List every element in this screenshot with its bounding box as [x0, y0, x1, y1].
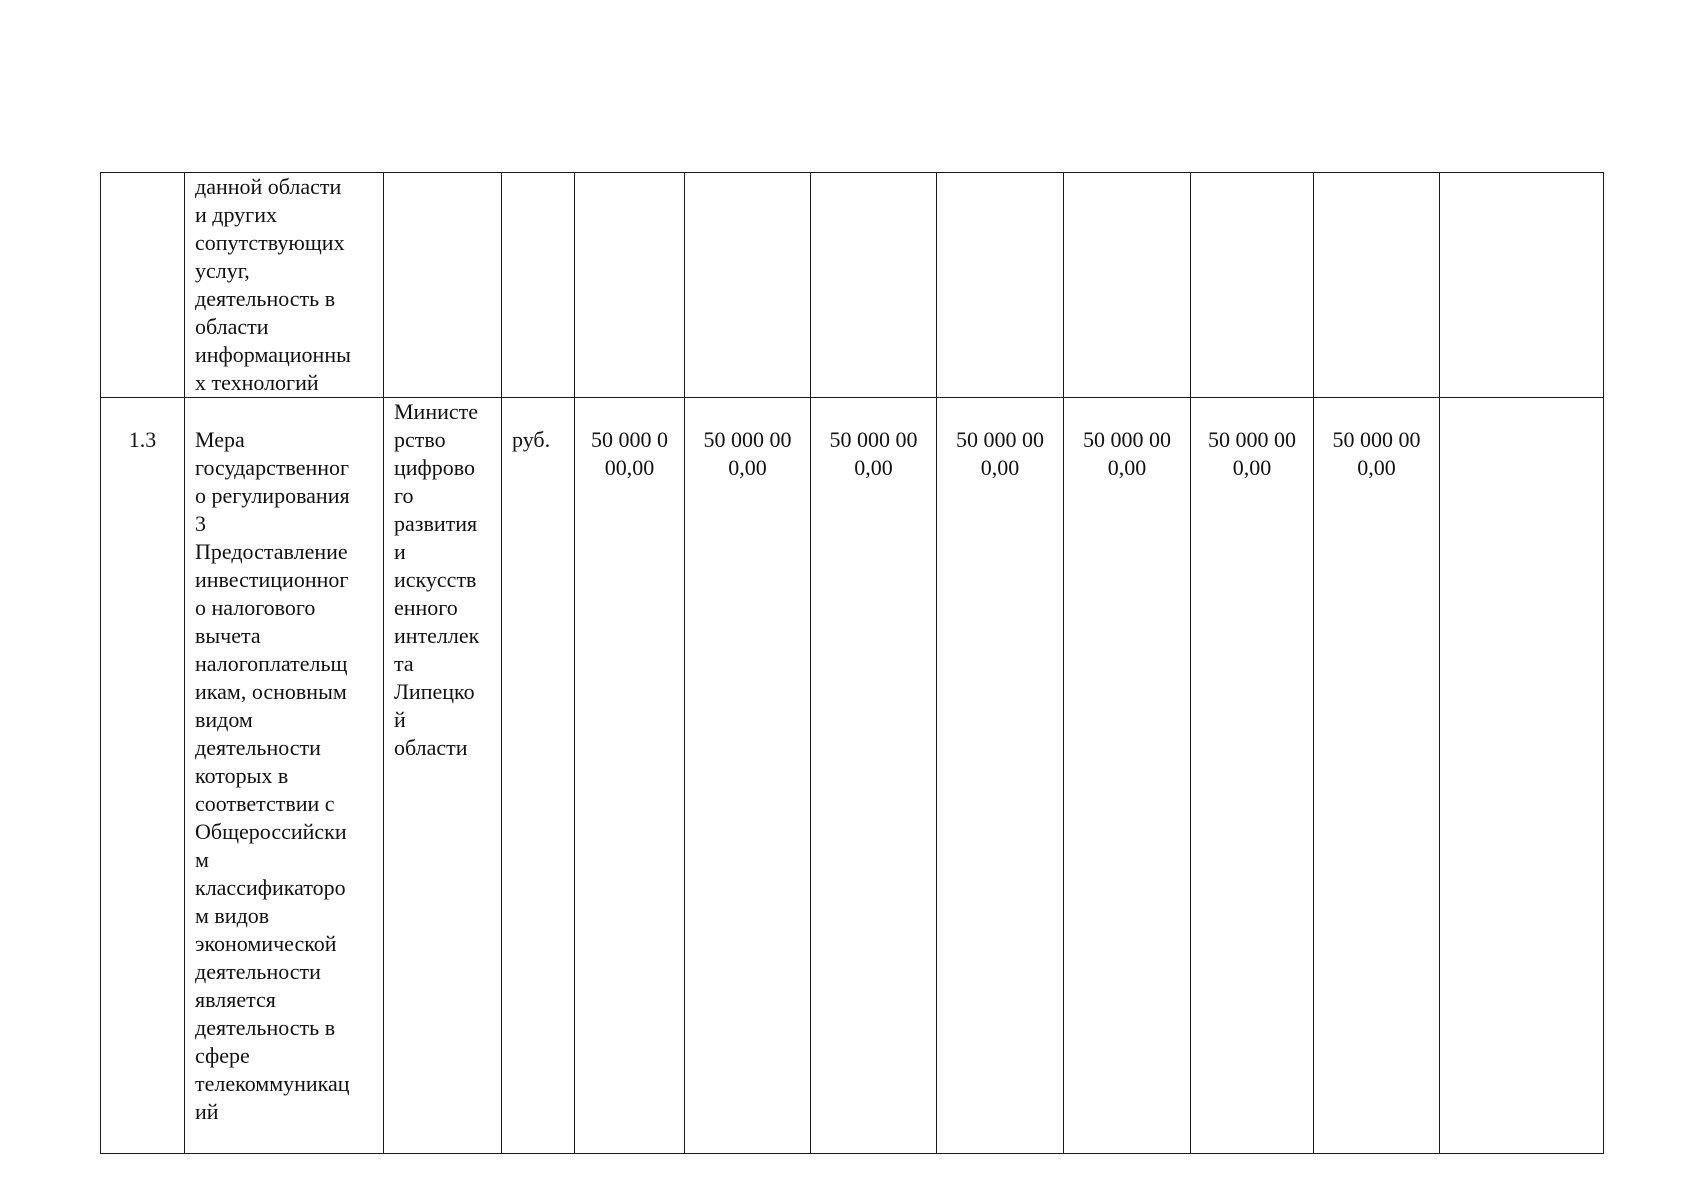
cell-last [1440, 173, 1604, 398]
cell-value [1314, 173, 1440, 398]
cell-value-4: 50 000 00 0,00 [937, 398, 1064, 1154]
cell-value [811, 173, 937, 398]
cell-value-7: 50 000 00 0,00 [1314, 398, 1440, 1154]
cell-value-3: 50 000 00 0,00 [811, 398, 937, 1154]
organization-text: Министе рство цифрово го развития и искусств енного интеллек та Липецко й области [394, 399, 480, 760]
cell-organization [384, 173, 502, 398]
cell-value [575, 173, 685, 398]
cell-last [1440, 398, 1604, 1154]
cell-unit [502, 173, 575, 398]
cell-value-5: 50 000 00 0,00 [1064, 398, 1191, 1154]
cell-value [1191, 173, 1314, 398]
cell-value [1064, 173, 1191, 398]
cell-number [101, 173, 185, 398]
description-text: данной области и других сопутствующих услуг, деятельность в области информационны х технологий [195, 174, 351, 395]
cell-description [185, 173, 384, 398]
cell-value [685, 173, 811, 398]
table-row-continuation [101, 173, 1604, 398]
cell-organization [384, 398, 502, 1154]
cell-value-1: 50 000 0 00,00 [575, 398, 685, 1154]
cell-description [185, 398, 384, 1154]
table-row-1-3 [101, 398, 1604, 1154]
cell-value-2: 50 000 00 0,00 [685, 398, 811, 1154]
data-table [100, 172, 1604, 1154]
cell-value-6: 50 000 00 0,00 [1191, 398, 1314, 1154]
cell-number: 1.3 [101, 398, 185, 1154]
cell-value [937, 173, 1064, 398]
cell-unit: руб. [502, 398, 575, 1154]
description-text: Мера государственног о регулирования 3 Предоставление инвестиционног о налогового вычета налогоплательщ икам, основным видом деятельности которых в соответствии с Общероссийски м классификаторо м видов экономической деятельности является деятельность в сфере телекоммуникац ий [195, 427, 350, 1124]
